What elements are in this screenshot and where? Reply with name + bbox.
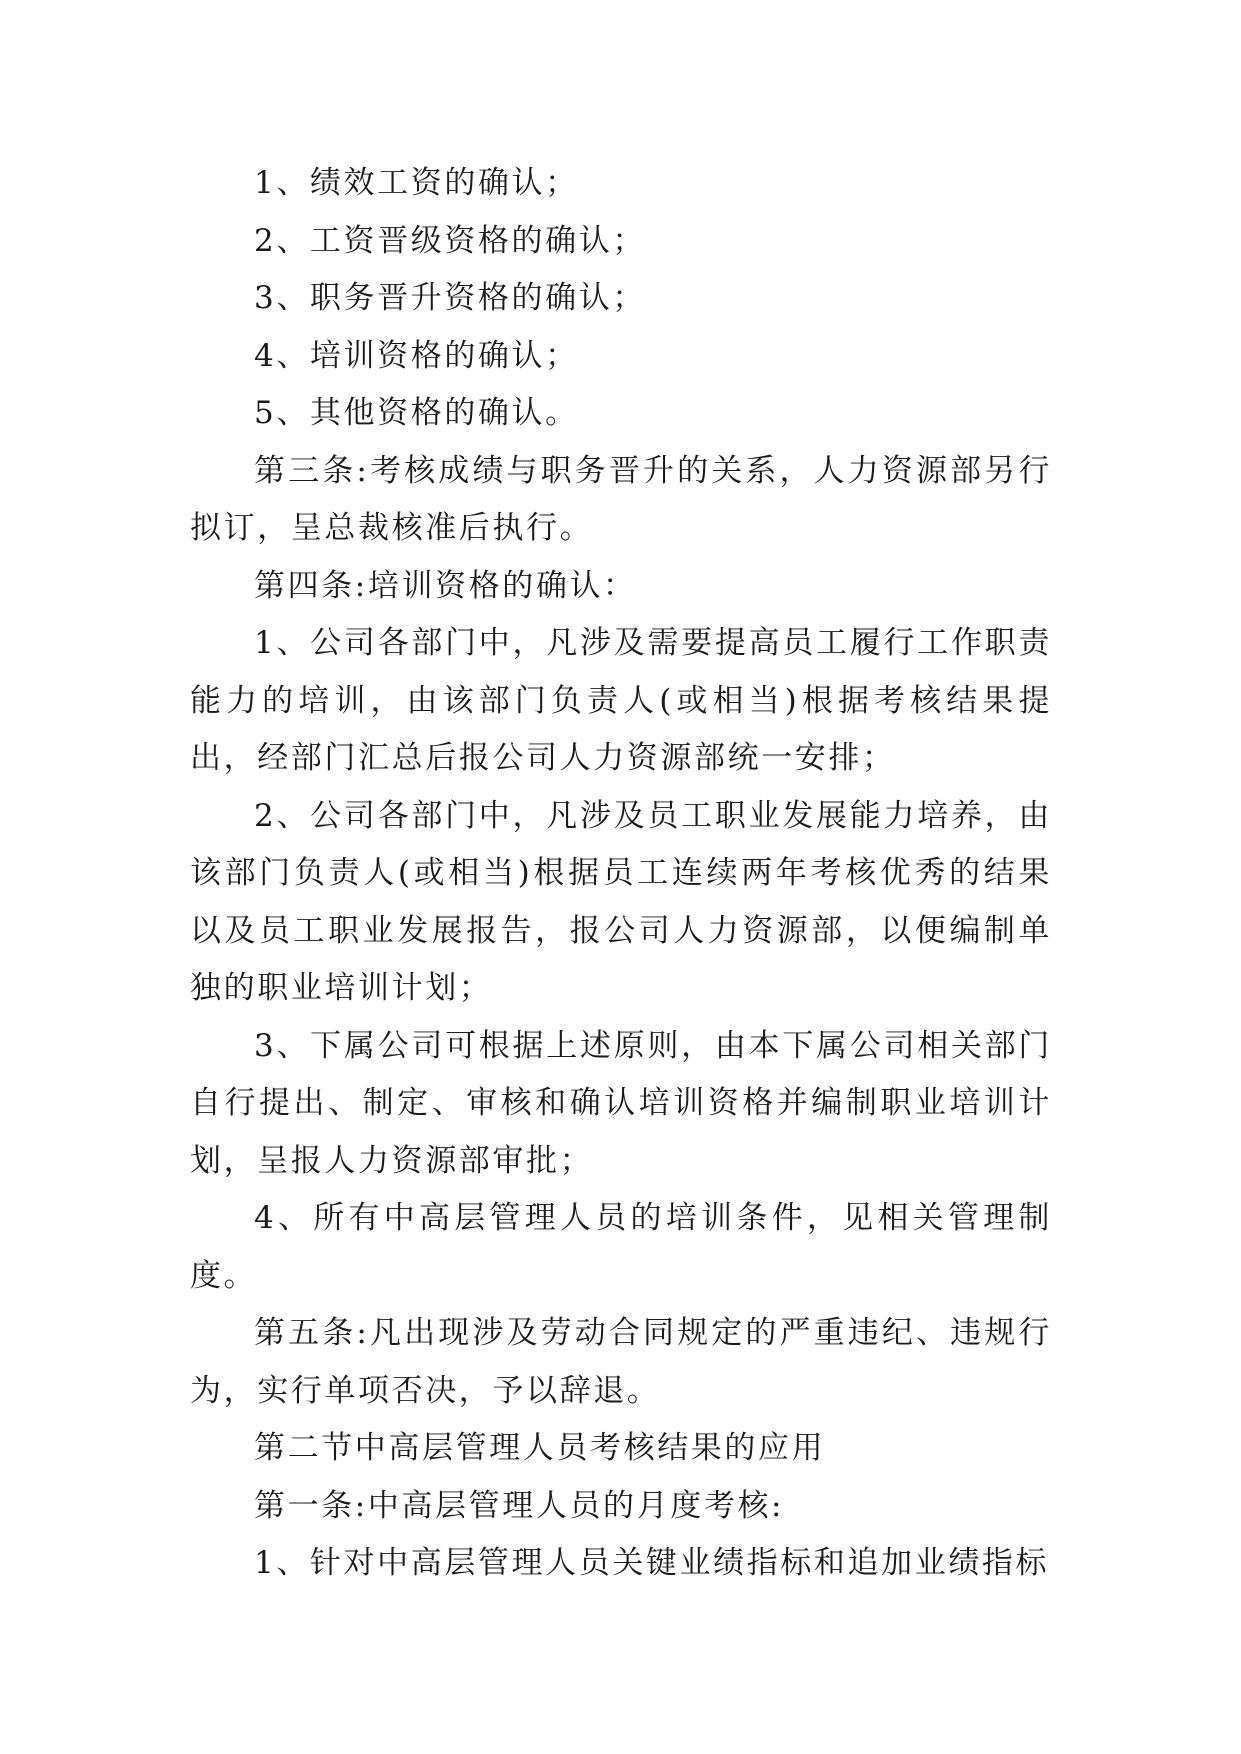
article-one: 第一条:中高层管理人员的月度考核: — [254, 1487, 785, 1524]
article-four: 第四条:培训资格的确认： — [254, 567, 637, 604]
section-heading: 第二节中高层管理人员考核结果的应用 — [254, 1430, 826, 1466]
article-one-item-1: 1、针对中高层管理人员关键业绩指标和追加业绩指标 — [254, 1545, 1050, 1581]
article-four-item-1: 1、公司各部门中，凡涉及需要提高员工履行工作职责能力的培训，由该部门负责人(或相当)根据考核结果提出，经部门汇总后报公司人力资源部统一安排； — [190, 625, 1052, 776]
list-item-training: 4、培训资格的确认； — [254, 337, 579, 374]
document-body — [190, 155, 1052, 1593]
article-three: 第三条:考核成绩与职务晋升的关系，人力资源部另行拟订，呈总裁核准后执行。 — [190, 452, 1052, 546]
list-item-other: 5、其他资格的确认。 — [254, 395, 579, 431]
article-five: 第五条:凡出现涉及劳动合同规定的严重违纪、违规行为，实行单项否决，予以辞退。 — [190, 1315, 1052, 1409]
article-four-item-4: 4、所有中高层管理人员的培训条件，见相关管理制度。 — [190, 1200, 1052, 1294]
list-item-performance-pay: 1、绩效工资的确认； — [254, 165, 579, 201]
list-item-salary-promotion: 2、工资晋级资格的确认； — [254, 222, 646, 259]
list-item-job-promotion: 3、职务晋升资格的确认； — [254, 280, 646, 316]
article-four-item-2: 2、公司各部门中，凡涉及员工职业发展能力培养，由该部门负责人(或相当)根据员工连续两年考核优秀的结果以及员工职业发展报告，报公司人力资源部，以便编制单独的职业培训计划； — [190, 797, 1052, 1006]
article-four-item-3: 3、下属公司可根据上述原则，由本下属公司相关部门自行提出、制定、审核和确认培训资格并编制职业培训计划，呈报人力资源部审批； — [190, 1027, 1052, 1179]
